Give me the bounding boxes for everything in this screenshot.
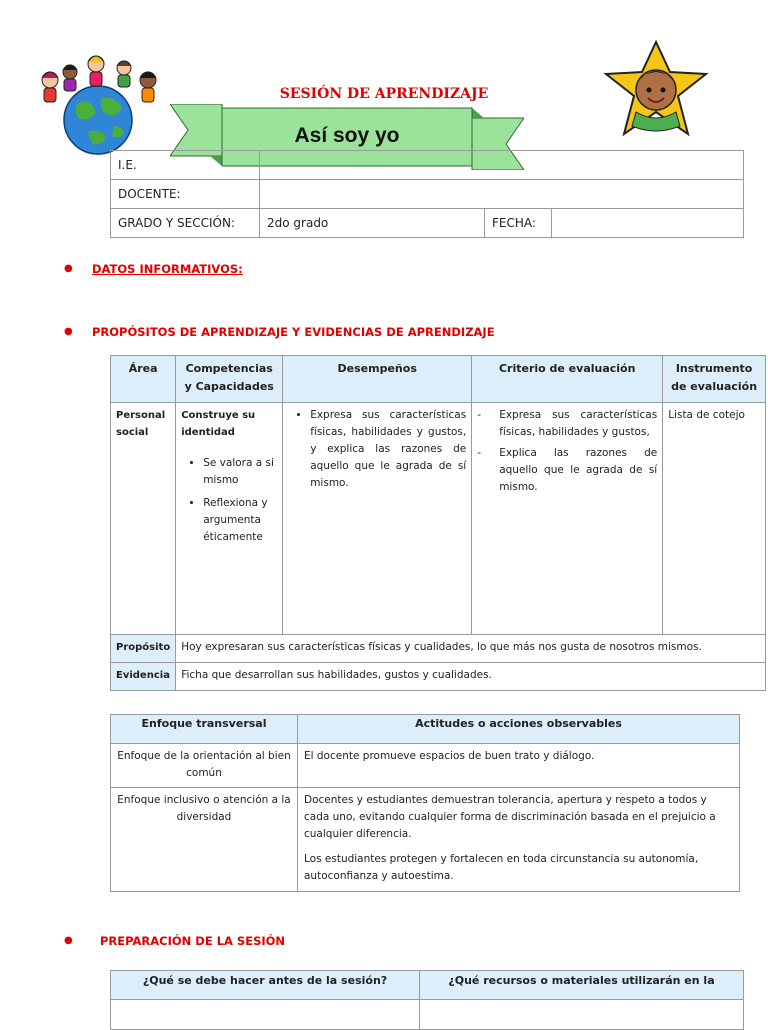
proposito-text: Hoy expresaran sus características físicas y cualidades, lo que más nos gusta de nosotros mismos. — [176, 635, 766, 663]
enfoque-name: Enfoque inclusivo o atención a la diversidad — [111, 788, 298, 892]
header-antes: ¿Qué se debe hacer antes de la sesión? — [111, 971, 420, 1000]
fecha-value[interactable] — [552, 209, 744, 238]
docente-label: DOCENTE: — [111, 180, 260, 209]
area-cell: Personal social — [111, 403, 176, 635]
actitudes-cell — [298, 788, 740, 892]
competencia-title: Construye su identidad — [181, 410, 256, 438]
bullet-icon: ● — [64, 935, 73, 946]
star-boy-illustration — [598, 40, 716, 138]
ie-value[interactable] — [260, 151, 744, 180]
actitudes-text: Docentes y estudiantes demuestran tolerancia, apertura y respeto a todos y cada uno, evitando cualquier forma de discriminación basada en el prejuicio a cualquier diferencia. — [304, 794, 716, 840]
header-instrumento: Instrumento de evaluación — [663, 356, 766, 403]
competencias-cell — [176, 403, 283, 635]
desempenos-cell — [283, 403, 472, 635]
header-recursos: ¿Qué recursos o materiales utilizarán en la — [420, 971, 744, 1000]
section-propositos: ● PROPÓSITOS DE APRENDIZAJE Y EVIDENCIAS DE APRENDIZAJE — [64, 325, 495, 339]
actitudes-text: El docente promueve espacios de buen trato y diálogo. — [298, 744, 740, 788]
criterio-cell — [472, 403, 663, 635]
header-desempenos: Desempeños — [283, 356, 472, 403]
info-table — [110, 150, 744, 238]
preparacion-table — [110, 970, 744, 1030]
criterio-item: - Explica las razones de aquello que le agrada de sí mismo. — [499, 445, 657, 496]
session-title: SESIÓN DE APRENDIZAJE — [279, 86, 489, 102]
enfoque-table — [110, 714, 740, 892]
children-globe-illustration — [36, 50, 166, 155]
header-actitudes: Actitudes o acciones observables — [298, 715, 740, 744]
ie-label: I.E. — [111, 151, 260, 180]
instrumento-cell: Lista de cotejo — [663, 403, 766, 635]
criterio-item: - Expresa sus características físicas, habilidades y gustos, — [499, 407, 657, 441]
bullet-icon: ● — [64, 326, 73, 337]
actitudes-text: Los estudiantes protegen y fortalecen en toda circunstancia su autonomía, autoconfianza y autoestima. — [304, 853, 699, 882]
header-area: Área — [111, 356, 176, 403]
bullet-icon: ● — [64, 263, 73, 274]
enfoque-name: Enfoque de la orientación al bien común — [111, 744, 298, 788]
evidencia-label: Evidencia — [111, 663, 176, 691]
capacidad-item: • Se valora a si mismo — [203, 455, 277, 489]
antes-cell — [111, 1000, 420, 1030]
grado-label: GRADO Y SECCIÓN: — [111, 209, 260, 238]
proposito-label: Propósito — [111, 635, 176, 663]
purposes-table — [110, 355, 766, 691]
fecha-label: FECHA: — [485, 209, 552, 238]
header-competencias: Competencias y Capacidades — [176, 356, 283, 403]
docente-value[interactable] — [260, 180, 744, 209]
section-preparacion: ● PREPARACIÓN DE LA SESIÓN — [64, 934, 286, 948]
desempeno-item: • Expresa sus características físicas, habilidades y gustos, y explica las razones de aquello que le agrada de sí mismo. — [310, 407, 466, 492]
evidencia-text: Ficha que desarrollan sus habilidades, gustos y cualidades. — [176, 663, 766, 691]
section-datos: ● DATOS INFORMATIVOS: — [64, 262, 243, 276]
lesson-title: Así soy yo — [294, 124, 400, 147]
recursos-cell — [420, 1000, 744, 1030]
header-enfoque: Enfoque transversal — [111, 715, 298, 744]
header-criterio: Criterio de evaluación — [472, 356, 663, 403]
grado-value[interactable]: 2do grado — [260, 209, 485, 238]
capacidad-item: • Reflexiona y argumenta éticamente — [203, 495, 277, 546]
